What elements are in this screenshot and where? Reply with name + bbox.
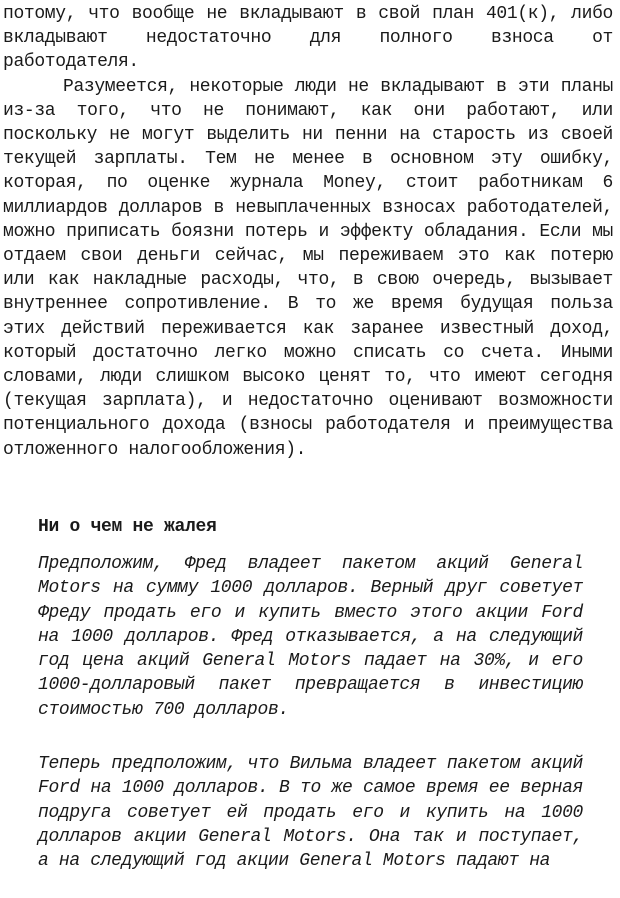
example-block <box>38 552 583 722</box>
example-paragraph: Теперь предположим, что Вильма владеет пакетом акций Ford на 1000 долларов. В то же самое время ее верная подруга советует ей продать его и купить на 1000 долларов акции General Motors. Она так и поступает, а на следующий год акции General Motors падают на <box>38 754 583 872</box>
example-paragraph: Предположим, Фред владеет пакетом акций General Motors на сумму 1000 долларов. Верный друг советует Фреду продать его и купить вместо этого акции Ford на 1000 долларов. Фред отказывается, а на следующий год цена акций General Motors падает на 30%, и его 1000-долларовый пакет превращается в инвестицию стоимостью 700 долларов. <box>38 554 583 720</box>
body-text <box>3 2 613 462</box>
example-block <box>38 752 583 873</box>
section-heading: Ни о чем не жалея <box>38 517 217 537</box>
paragraph: потому, что вообще не вкладывают в свой план 401(к), либо вкладывают недостаточно для полного взноса от работодателя. <box>3 4 613 73</box>
paragraph: Разумеется, некоторые люди не вкладывают в эти планы из-за того, что не понимают, как они работают, или поскольку не могут выделить ни пенни на старость из своей текущей зарплаты. Тем не менее в основном эту ошибку, которая, по оценке журнала Money, стоит работникам 6 миллиардов долларов в невыплаченных взносах работодателей, можно приписать боязни потерь и эффекту обладания. Если мы отдаем свои деньги сейчас, мы переживаем это как потерю или как накладные расходы, что, в свою очередь, вызывает внутреннее сопротивление. В то же время будущая польза этих действий переживается как заранее известный доход, который достаточно легко можно списать со счета. Иными словами, люди слишком высоко ценят то, что имеют сегодня (текущая зарплата), и недостаточно оценивают возможности потенциального дохода (взносы работодателя и преимущества отложенного налогообложения). <box>3 76 613 460</box>
